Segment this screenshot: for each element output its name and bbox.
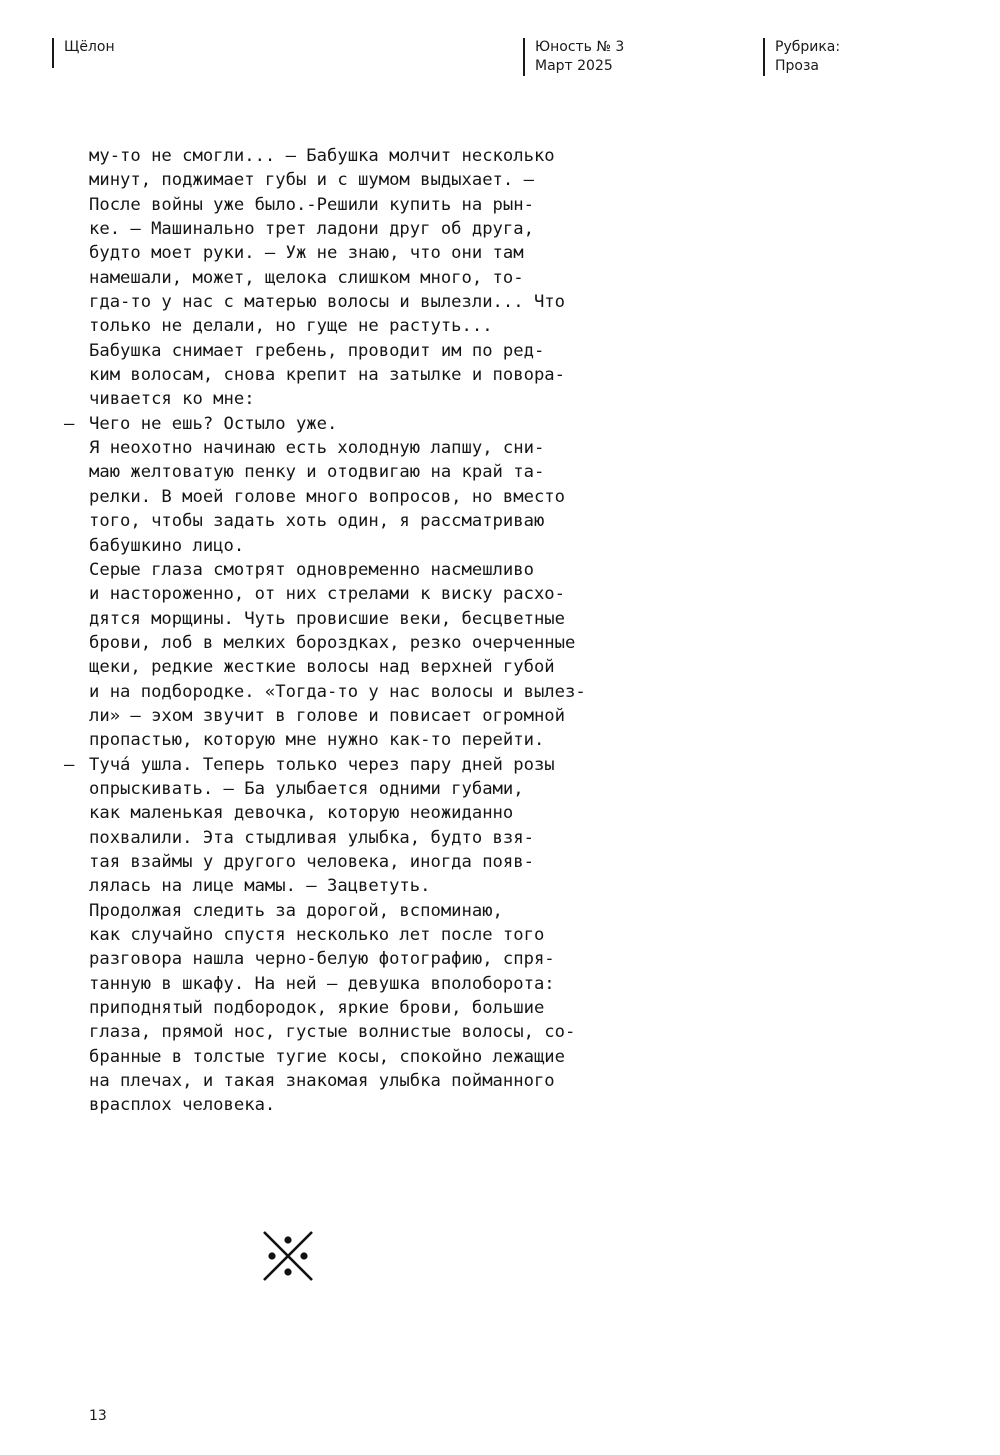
cross-dots-ornament-icon [261, 1229, 315, 1283]
text-line: щеки, редкие жесткие волосы над верхней губой [89, 657, 555, 678]
text-line: релки. В моей голове много вопросов, но вместо [89, 486, 565, 507]
text-line: – Тучá ушла. Теперь только через пару дней розы [89, 754, 555, 775]
text-line: бранные в толстые тугие косы, спокойно лежащие [89, 1046, 565, 1067]
magazine-title: Юность № 3 [535, 39, 625, 55]
text-line: и на подбородке. «Тогда-то у нас волосы и вылез- [89, 681, 586, 702]
text-line: похвалили. Эта стыдливая улыбка, будто взя- [89, 827, 534, 848]
text-line: разговора нашла черно-белую фотографию, спря- [89, 949, 555, 970]
issue-date: Март 2025 [535, 58, 613, 74]
text-line: ли» – эхом звучит в голове и повисает огромной [89, 705, 565, 726]
text-line: минут, поджимает губы и с шумом выдыхает. – [89, 170, 534, 191]
paragraph-4 [89, 558, 586, 753]
text-line: приподнятый подбородок, яркие брови, большие [89, 998, 545, 1019]
text-line: Я неохотно начинаю есть холодную лапшу, сни- [89, 438, 545, 459]
text-line: только не делали, но гуще не растуть... [89, 316, 493, 337]
text-line: глаза, прямой нос, густые волнистые волосы, со- [89, 1022, 576, 1043]
text-line: Серые глаза смотрят одновременно насмешливо [89, 559, 534, 580]
author-name: Щёлон [64, 39, 115, 55]
paragraph-5 [89, 899, 576, 1118]
dialogue-line-1 [89, 412, 513, 436]
text-line: тая взаймы у другого человека, иногда появ- [89, 851, 534, 872]
text-line: будто моет руки. – Уж не знаю, что они там [89, 243, 524, 264]
text-line: Бабушка снимает гребень, проводит им по ред- [89, 340, 545, 361]
page-number: 13 [89, 1408, 107, 1424]
paragraph-2 [89, 339, 565, 412]
text-line: ким волосам, снова крепит на затылке и повора- [89, 365, 565, 386]
text-line: врасплох человека. [89, 1095, 276, 1116]
text-line: ке. – Машинально трет ладони друг об друга, [89, 219, 534, 240]
dialogue-line-2 [89, 753, 555, 899]
text-line: как случайно спустя несколько лет после того [89, 925, 545, 945]
text-line: Продолжая следить за дорогой, вспоминаю, [89, 900, 503, 921]
text-line: дятся морщины. Чуть провисшие веки, бесцветные [89, 608, 565, 629]
text-line: чивается ко мне: [89, 389, 255, 410]
text-line: и настороженно, от них стрелами к виску расхо- [89, 584, 565, 605]
text-line: того, чтобы задать хоть один, я рассматриваю [89, 511, 545, 532]
text-line: пропастью, которую мне нужно как-то перейти. [89, 730, 545, 751]
text-line: лялась на лице мамы. – Зацветуть. [89, 876, 431, 897]
text-line: как маленькая девочка, которую неожиданно [89, 803, 514, 824]
paragraph-1 [89, 144, 565, 339]
rubric-label: Рубрика: [775, 39, 841, 55]
text-line: – Чего не ешь? Остыло уже. [89, 413, 338, 434]
text-line: бабушкино лицо. [89, 535, 245, 556]
text-line: на плечах, и такая знакомая улыбка пойманного [89, 1071, 555, 1092]
text-line: намешали, может, щелока слишком много, то- [89, 267, 524, 288]
header-rubric [763, 38, 840, 76]
header-magazine [523, 38, 624, 76]
text-line: гда-то у нас с матерью волосы и вылезли... Что [89, 292, 565, 313]
text-line: маю желтоватую пенку и отодвигаю на край та- [89, 462, 545, 483]
article-text [89, 144, 586, 1118]
text-line: брови, лоб в мелких бороздках, резко очерченные [89, 632, 576, 653]
rubric-name: Проза [775, 58, 820, 74]
header-author [52, 38, 115, 68]
text-line: му-то не смогли... – Бабушка молчит несколько [89, 146, 555, 166]
text-line: опрыскивать. – Ба улыбается одними губами, [89, 778, 524, 799]
text-line: танную в шкафу. На ней – девушка вполоборота: [89, 973, 555, 994]
paragraph-3 [89, 436, 565, 558]
text-line: После войны уже было.-Решили купить на рын- [89, 194, 534, 215]
